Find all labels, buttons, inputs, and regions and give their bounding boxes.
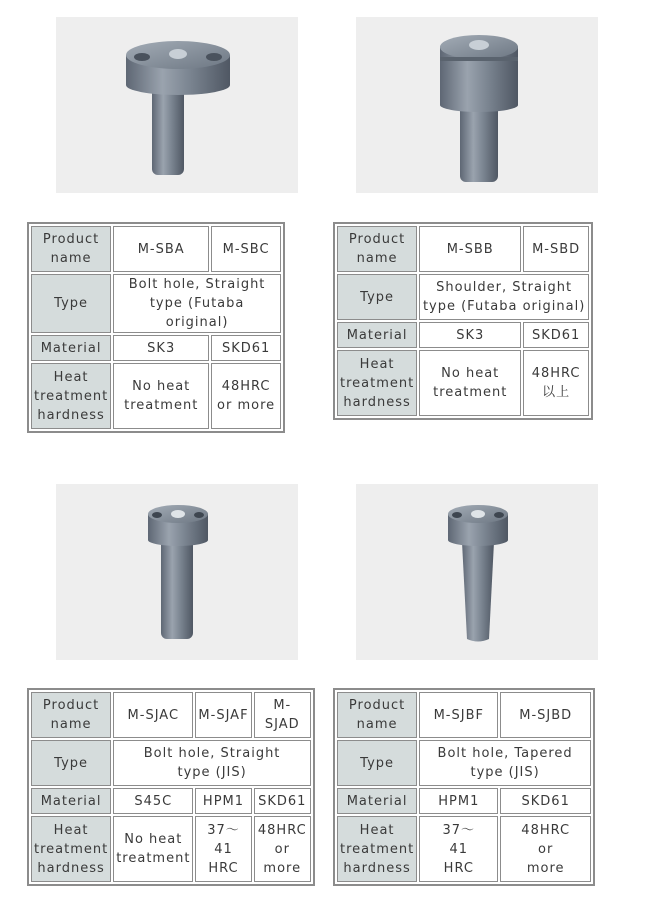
header-material: Material [337, 322, 417, 348]
product-name-cell: M-SJBF [419, 692, 498, 738]
hardness-cell: No heat treatment [419, 350, 521, 416]
header-product-name: Product name [31, 692, 111, 738]
header-type: Type [337, 740, 417, 786]
header-material: Material [31, 788, 111, 814]
spec-table-m-sjac-m-sjaf-m-sjad [27, 688, 315, 886]
header-heat-treatment: Heat treatment hardness [31, 816, 111, 882]
header-product-name: Product name [31, 226, 111, 272]
type-cell: Bolt hole, Straight type (JIS) [113, 740, 311, 786]
product-name-cell: M-SBA [113, 226, 209, 272]
material-cell: HPM1 [419, 788, 498, 814]
product-name-cell: M-SJAF [195, 692, 251, 738]
hardness-cell: 37～41 HRC [419, 816, 498, 882]
material-cell: SKD61 [254, 788, 311, 814]
header-product-name: Product name [337, 226, 417, 272]
bolt-hole-tapered-jis-sprue-bushing-photo [356, 484, 598, 660]
spec-table-m-sba-m-sbc [27, 222, 285, 433]
material-cell: SKD61 [500, 788, 591, 814]
header-material: Material [31, 335, 111, 361]
header-type: Type [31, 274, 111, 333]
material-cell: SK3 [113, 335, 209, 361]
hardness-cell: No heat treatment [113, 816, 193, 882]
header-heat-treatment: Heat treatment hardness [337, 816, 417, 882]
shoulder-straight-sprue-bushing-photo [356, 17, 598, 193]
header-material: Material [337, 788, 417, 814]
header-heat-treatment: Heat treatment hardness [337, 350, 417, 416]
hardness-cell: 48HRC or more [211, 363, 281, 429]
hardness-cell: 48HRC or more [254, 816, 311, 882]
bolt-hole-straight-jis-sprue-bushing-photo [56, 484, 298, 660]
product-name-cell: M-SBB [419, 226, 521, 272]
header-heat-treatment: Heat treatment hardness [31, 363, 111, 429]
material-cell: SKD61 [523, 322, 589, 348]
hardness-cell: 48HRC以上 [523, 350, 589, 416]
hardness-cell: 37～41 HRC [195, 816, 251, 882]
hardness-cell: 48HRC or more [500, 816, 591, 882]
product-name-cell: M-SBC [211, 226, 281, 272]
product-name-cell: M-SBD [523, 226, 589, 272]
spec-table-m-sbb-m-sbd [333, 222, 593, 420]
material-cell: SKD61 [211, 335, 281, 361]
spec-table-m-sjbf-m-sjbd [333, 688, 595, 886]
material-cell: S45C [113, 788, 193, 814]
type-cell: Shoulder, Straight type (Futaba original) [419, 274, 589, 320]
flat-bolt-hole-sprue-bushing-photo [56, 17, 298, 193]
header-product-name: Product name [337, 692, 417, 738]
product-name-cell: M-SJAC [113, 692, 193, 738]
material-cell: SK3 [419, 322, 521, 348]
type-cell: Bolt hole, Straight type (Futaba original) [113, 274, 281, 333]
header-type: Type [337, 274, 417, 320]
header-type: Type [31, 740, 111, 786]
hardness-cell: No heat treatment [113, 363, 209, 429]
product-name-cell: M-SJAD [254, 692, 311, 738]
type-cell: Bolt hole, Tapered type (JIS) [419, 740, 591, 786]
product-name-cell: M-SJBD [500, 692, 591, 738]
material-cell: HPM1 [195, 788, 251, 814]
